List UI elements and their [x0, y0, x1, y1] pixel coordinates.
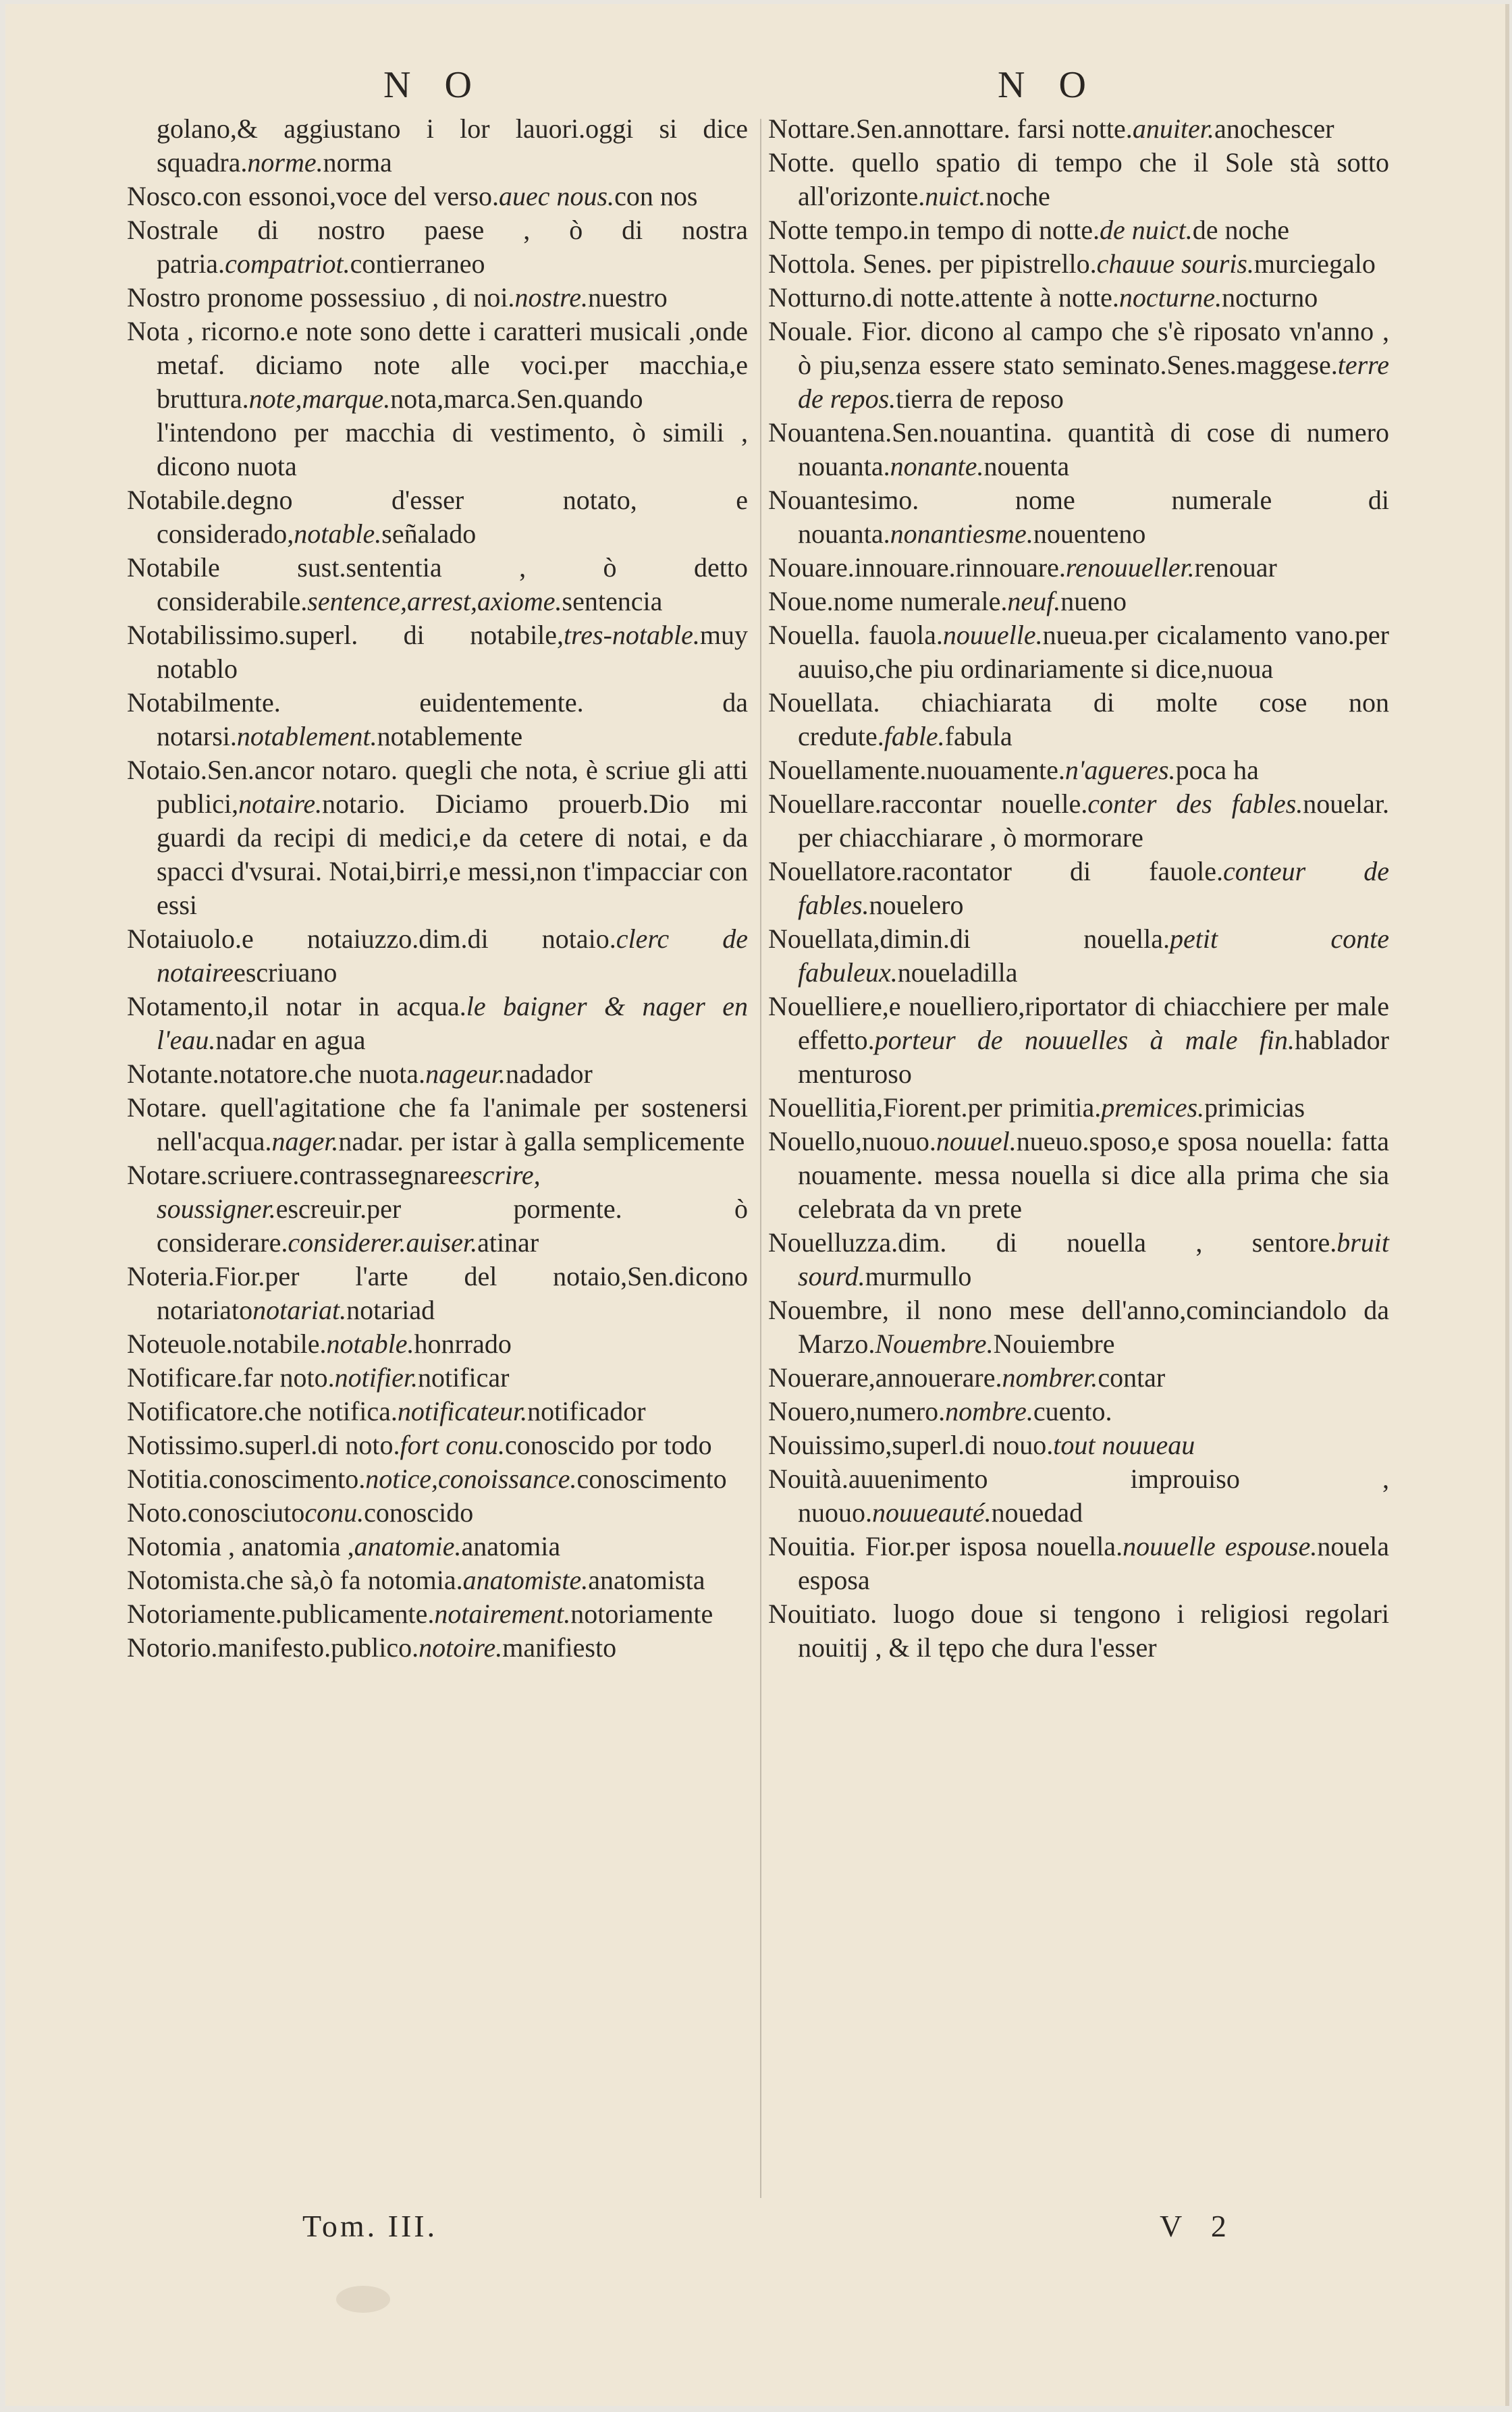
entry-headword: Nouità.auuenimento improuiso , nuouo. — [768, 1464, 1389, 1528]
entry-french: note,marque. — [248, 383, 391, 414]
entry-spanish: nueno — [1060, 586, 1127, 616]
dictionary-entry — [768, 922, 1389, 990]
entry-french: tout nouueau — [1053, 1430, 1195, 1460]
dictionary-entry — [127, 281, 748, 315]
entry-headword: Notitia.conoscimento. — [127, 1464, 366, 1494]
entry-headword: Noteuole.notabile. — [127, 1329, 327, 1359]
entry-headword: Nouellare.raccontar nouelle. — [768, 788, 1088, 819]
entry-spanish: nouedad — [991, 1497, 1083, 1528]
dictionary-entry — [127, 315, 748, 483]
dictionary-entry — [127, 1631, 748, 1665]
dictionary-entry — [768, 1428, 1389, 1462]
entry-headword: Noto.conosciuto — [127, 1497, 305, 1528]
entry-spanish: señalado — [381, 518, 477, 549]
entry-spanish: con nos — [614, 181, 698, 211]
entry-spanish: anochescer — [1214, 113, 1334, 144]
entry-headword: Noue.nome numerale. — [768, 586, 1008, 616]
entry-headword: Notare.scriuere.contrassegnare — [127, 1160, 460, 1190]
entry-spanish: notariad — [346, 1295, 435, 1325]
entry-french: de nuict. — [1100, 215, 1193, 245]
dictionary-entry — [768, 1530, 1389, 1597]
entry-headword: Noteria.Fior.per l'arte del notaio,Sen.dicono notariato — [127, 1261, 748, 1325]
entry-spanish: conoscimento — [576, 1464, 727, 1494]
dictionary-entry — [768, 281, 1389, 315]
entry-headword: Nottola. Senes. per pipistrello. — [768, 248, 1097, 279]
entry-french: notoire. — [418, 1632, 503, 1663]
entry-french: petit conte fabuleux. — [798, 923, 1389, 988]
entry-headword: Notare. quell'agitatione che fa l'animale per sostenersi nell'acqua. — [127, 1092, 748, 1156]
entry-headword: Nostro pronome possessiuo , di noi. — [127, 282, 515, 313]
dictionary-entry — [768, 1361, 1389, 1395]
dictionary-entry — [127, 1361, 748, 1395]
gathering-signature: V 2 — [1160, 2209, 1237, 2243]
entry-french: chauue souris. — [1096, 248, 1254, 279]
dictionary-entry — [127, 1327, 748, 1361]
dictionary-page — [5, 4, 1509, 2406]
running-head-right: N O — [998, 64, 1098, 106]
dictionary-entry — [768, 1091, 1389, 1125]
entry-spanish: honrrado — [414, 1329, 512, 1359]
entry-french: porteur de nouuelles à male fin. — [874, 1025, 1295, 1055]
entry-spanish: muy notablo — [157, 620, 748, 684]
entry-french: notice,conoissance. — [365, 1464, 577, 1494]
entry-spanish: anatomia — [461, 1531, 561, 1561]
right-column — [768, 112, 1389, 1665]
entry-french: sentence,arrest,axiome. — [307, 586, 562, 616]
entry-french: conter des fables. — [1087, 788, 1303, 819]
entry-french: anatomiste. — [462, 1565, 589, 1595]
entry-spanish: tierra de reposo — [896, 383, 1064, 414]
entry-spanish: sentencia — [562, 586, 663, 616]
left-column — [127, 112, 748, 1665]
entry-headword: Nottare.Sen.annottare. farsi notte. — [768, 113, 1133, 144]
entry-headword: Nouissimo,superl.di nouo. — [768, 1430, 1054, 1460]
entry-french: nombrer. — [1002, 1362, 1098, 1393]
entry-spanish: norma — [323, 147, 392, 178]
dictionary-entry — [768, 753, 1389, 787]
dictionary-entry — [127, 1260, 748, 1327]
dictionary-entry — [768, 1395, 1389, 1428]
entry-headword: Nouitiato. luogo doue si tengono i religiosi regolari nouitij , & il tępo che dura l'esser — [768, 1599, 1389, 1663]
entry-headword: Nouellata,dimin.di nouella. — [768, 923, 1170, 954]
entry-french: nombre. — [945, 1396, 1033, 1426]
entry-french: nonante. — [890, 451, 984, 481]
entry-spanish: nouelero — [869, 890, 964, 920]
entry-french: nuict. — [925, 181, 986, 211]
entry-spanish: de noche — [1192, 215, 1290, 245]
entry-french: nostre. — [514, 282, 588, 313]
entry-headword: Nouellitia,Fiorent.per primitia. — [768, 1092, 1102, 1123]
dictionary-entry — [768, 146, 1389, 213]
entry-spanish: nota,marca.Sen.quando l'intendono per macchia di vestimento, ò simili , dicono nuota — [157, 383, 748, 481]
entry-french: norme. — [247, 147, 323, 178]
dictionary-entry — [127, 686, 748, 753]
entry-french: conteur de fables. — [798, 856, 1389, 920]
entry-french: anatomie. — [354, 1531, 462, 1561]
entry-spanish: nadar en agua — [215, 1025, 366, 1055]
entry-french: neuf. — [1007, 586, 1061, 616]
entry-spanish: conoscido — [364, 1497, 474, 1528]
entry-headword: Nouellata. chiachiarata di molte cose non credute. — [768, 687, 1389, 751]
entry-headword: Notificare.far noto. — [127, 1362, 335, 1393]
entry-headword: Nouare.innouare.rinnouare. — [768, 552, 1066, 583]
entry-headword: Notabilissimo.superl. di notabile, — [127, 620, 564, 650]
entry-french: nouuelle espouse. — [1123, 1531, 1318, 1561]
dictionary-entry — [127, 551, 748, 618]
dictionary-entry — [768, 1226, 1389, 1293]
entry-headword: Notabilmente. euidentemente. da notarsi. — [127, 687, 748, 751]
entry-french: Nouembre. — [875, 1329, 994, 1359]
entry-french: notable. — [294, 518, 382, 549]
dictionary-entry — [127, 483, 748, 551]
dictionary-entry — [127, 112, 748, 180]
entry-spanish: Nouiembre — [993, 1329, 1115, 1359]
entry-spanish: notario. Diciamo prouerb.Dio mi guardi da recipi di medici,e da cetere di notai, e da spacci d'vsurai. Notai,birri,e messi,non t'impacciar con essi — [157, 788, 748, 920]
dictionary-entry — [768, 1293, 1389, 1361]
entry-spanish: nouela esposa — [798, 1531, 1389, 1595]
entry-french: nocturne. — [1118, 282, 1222, 313]
entry-headword: Nota , ricorno.e note sono dette i caratteri musicali ,onde metaf. diciamo note alle voci.per macchia,e bruttura. — [127, 316, 748, 414]
entry-spanish: noueladilla — [897, 957, 1018, 988]
entry-headword: Notabile.degno d'esser notato, e considerado, — [127, 485, 748, 549]
entry-french: notable. — [326, 1329, 414, 1359]
entry-french: considerer.auiser. — [288, 1227, 478, 1258]
entry-french: notairement. — [434, 1599, 571, 1629]
entry-headword: Nouitia. Fior.per isposa nouella. — [768, 1531, 1123, 1561]
dictionary-entry — [768, 483, 1389, 551]
entry-spanish: notoriamente — [570, 1599, 713, 1629]
entry-headword: Nouero,numero. — [768, 1396, 946, 1426]
dictionary-entry — [768, 618, 1389, 686]
entry-spanish: contar — [1098, 1362, 1166, 1393]
entry-spanish: murciegalo — [1253, 248, 1376, 279]
dictionary-entry — [768, 990, 1389, 1091]
dictionary-entry — [768, 686, 1389, 753]
entry-french: nouueauté. — [872, 1497, 992, 1528]
dictionary-entry — [127, 1496, 748, 1530]
dictionary-entry — [768, 247, 1389, 281]
entry-headword: Nouello,nuouo. — [768, 1126, 936, 1156]
entry-headword: Nosco.con essonoi,voce del verso. — [127, 181, 499, 211]
entry-headword: Nostrale di nostro paese , ò di nostra patria. — [127, 215, 748, 279]
entry-french: notaire. — [238, 788, 323, 819]
entry-headword: Notante.notatore.che nuota. — [127, 1058, 426, 1089]
dictionary-entry — [127, 1158, 748, 1260]
entry-headword: Notturno.di notte.attente à notte. — [768, 282, 1119, 313]
entry-headword: Nouellatore.racontator di fauole. — [768, 856, 1224, 886]
entry-headword: Nouellamente.nuouamente. — [768, 755, 1065, 785]
dictionary-entry — [127, 1597, 748, 1631]
entry-spanish: nouenteno — [1033, 518, 1146, 549]
dictionary-entry — [768, 1125, 1389, 1226]
paper-stain — [336, 2286, 390, 2313]
dictionary-entry — [127, 1462, 748, 1496]
entry-french: nager. — [271, 1126, 339, 1156]
entry-french: nouuelle. — [942, 620, 1043, 650]
dictionary-entry — [127, 922, 748, 990]
entry-french: auec nous. — [498, 181, 615, 211]
entry-headword: Nouelluzza.dim. di nouella , sentore. — [768, 1227, 1337, 1258]
entry-french: fable. — [884, 721, 945, 751]
entry-spanish: nueuo.sposo,e sposa nouella: fatta nouamente. messa nouella si dice alla prima che sia celebrata da vn prete — [798, 1126, 1389, 1224]
entry-spanish: nouelar. per chiacchiarare , ò mormorare — [798, 788, 1389, 853]
dictionary-entry — [127, 618, 748, 686]
entry-headword: Nouantena.Sen.nouantina. quantità di cose di numero nouanta. — [768, 417, 1389, 481]
entry-french: notariat. — [252, 1295, 347, 1325]
entry-french: nageur. — [425, 1058, 506, 1089]
running-head-left: N O — [383, 64, 484, 106]
entry-spanish: notificador — [527, 1396, 646, 1426]
entry-spanish: fabula — [944, 721, 1013, 751]
entry-french: renouueller. — [1065, 552, 1195, 583]
dictionary-entry — [127, 990, 748, 1057]
entry-spanish: atinar — [477, 1227, 539, 1258]
entry-headword: Notte. quello spatio di tempo che il Sole stà sotto all'orizonte. — [768, 147, 1389, 211]
entry-french: fort conu. — [400, 1430, 505, 1460]
entry-spanish: primicias — [1204, 1092, 1305, 1123]
entry-french: tres-notable. — [564, 620, 700, 650]
entry-headword: Nouantesimo. nome numerale di nouanta. — [768, 485, 1389, 549]
dictionary-entry — [768, 1462, 1389, 1530]
entry-headword: Nouale. Fior. dicono al campo che s'è riposato vn'anno , ò piu,senza essere stato seminato.Senes.maggese. — [768, 316, 1389, 380]
entry-headword: Notomista.che sà,ò fa notomia. — [127, 1565, 463, 1595]
entry-headword: Nouerare,annouerare. — [768, 1362, 1002, 1393]
entry-headword: golano,& aggiustano i lor lauori.oggi si dice squadra. — [157, 113, 748, 178]
dictionary-entry — [127, 753, 748, 922]
entry-spanish: manifiesto — [502, 1632, 617, 1663]
entry-french: escrire, soussigner. — [157, 1160, 541, 1224]
entry-french: compatriot. — [225, 248, 350, 279]
entry-spanish: murmullo — [865, 1261, 972, 1291]
dictionary-entry — [768, 213, 1389, 247]
dictionary-entry — [127, 1530, 748, 1563]
entry-french: conu. — [304, 1497, 364, 1528]
entry-french: n'agueres. — [1064, 755, 1176, 785]
entry-headword: Notaiuolo.e notaiuzzo.dim.di notaio. — [127, 923, 616, 954]
entry-headword: Nouella. fauola. — [768, 620, 943, 650]
dictionary-entry — [127, 180, 748, 213]
entry-french: terre de repos. — [798, 350, 1389, 414]
entry-french: nouuel. — [936, 1126, 1017, 1156]
dictionary-entry — [768, 787, 1389, 855]
dictionary-entry — [768, 416, 1389, 483]
entry-headword: Nouembre, il nono mese dell'anno,cominciandolo da Marzo. — [768, 1295, 1389, 1359]
entry-spanish: nouenta — [983, 451, 1070, 481]
entry-french: nonantiesme. — [890, 518, 1033, 549]
dictionary-entry — [127, 1563, 748, 1597]
dictionary-entry — [768, 585, 1389, 618]
entry-spanish: nueua.per cicalamento vano.per auuiso,che piu ordinariamente si dice,nuoua — [798, 620, 1389, 684]
dictionary-entry — [768, 315, 1389, 416]
entry-headword: Notte tempo.in tempo di notte. — [768, 215, 1100, 245]
dictionary-entry — [127, 1395, 748, 1428]
entry-spanish: escriuano — [234, 957, 338, 988]
dictionary-entry — [768, 551, 1389, 585]
entry-headword: Notificatore.che notifica. — [127, 1396, 398, 1426]
dictionary-entry — [768, 855, 1389, 922]
entry-french: anuiter. — [1132, 113, 1214, 144]
entry-spanish: poca ha — [1175, 755, 1259, 785]
entry-spanish: nocturno — [1222, 282, 1318, 313]
entry-headword: Notissimo.superl.di noto. — [127, 1430, 400, 1460]
entry-headword: Nouelliere,e nouelliero,riportator di chiacchiere per male effetto. — [768, 991, 1389, 1055]
dictionary-entry — [127, 1428, 748, 1462]
entry-spanish: cuento. — [1033, 1396, 1112, 1426]
entry-headword: Notoriamente.publicamente. — [127, 1599, 435, 1629]
column-divider — [760, 119, 761, 2198]
entry-french: bruit sourd. — [798, 1227, 1389, 1291]
entry-headword: Notomia , anatomia , — [127, 1531, 354, 1561]
dictionary-entry — [768, 112, 1389, 146]
entry-headword: Notamento,il notar in acqua. — [127, 991, 466, 1021]
entry-spanish: noche — [986, 181, 1050, 211]
entry-headword: Notabile sust.sententia , ò detto considerabile. — [127, 552, 748, 616]
entry-french: le baigner & nager en l'eau. — [157, 991, 748, 1055]
entry-spanish: nadar. per istar à galla semplicemente — [338, 1126, 745, 1156]
entry-spanish: anatomista — [588, 1565, 705, 1595]
entry-spanish: nadador — [505, 1058, 593, 1089]
entry-french: notifier. — [334, 1362, 418, 1393]
volume-signature: Tom. III. — [302, 2209, 438, 2243]
entry-spanish: conoscido por todo — [505, 1430, 712, 1460]
dictionary-entry — [768, 1597, 1389, 1665]
dictionary-entry — [127, 1091, 748, 1158]
entry-spanish: contierraneo — [350, 248, 485, 279]
entry-headword: Notorio.manifesto.publico. — [127, 1632, 419, 1663]
entry-french: clerc de notaire — [157, 923, 748, 988]
entry-french: notablement. — [236, 721, 377, 751]
entry-french: premices. — [1101, 1092, 1205, 1123]
dictionary-entry — [127, 213, 748, 281]
entry-spanish: nuestro — [587, 282, 668, 313]
entry-spanish: notificar — [417, 1362, 510, 1393]
entry-headword: Notaio.Sen.ancor notaro. quegli che nota, è scriue gli atti publici, — [127, 755, 748, 819]
entry-spanish: renouar — [1194, 552, 1277, 583]
entry-spanish: escreuir.per pormente. ò considerare. — [157, 1194, 748, 1258]
entry-spanish: hablador menturoso — [798, 1025, 1389, 1089]
entry-spanish: notablemente — [377, 721, 523, 751]
dictionary-entry — [127, 1057, 748, 1091]
entry-french: notificateur. — [397, 1396, 528, 1426]
